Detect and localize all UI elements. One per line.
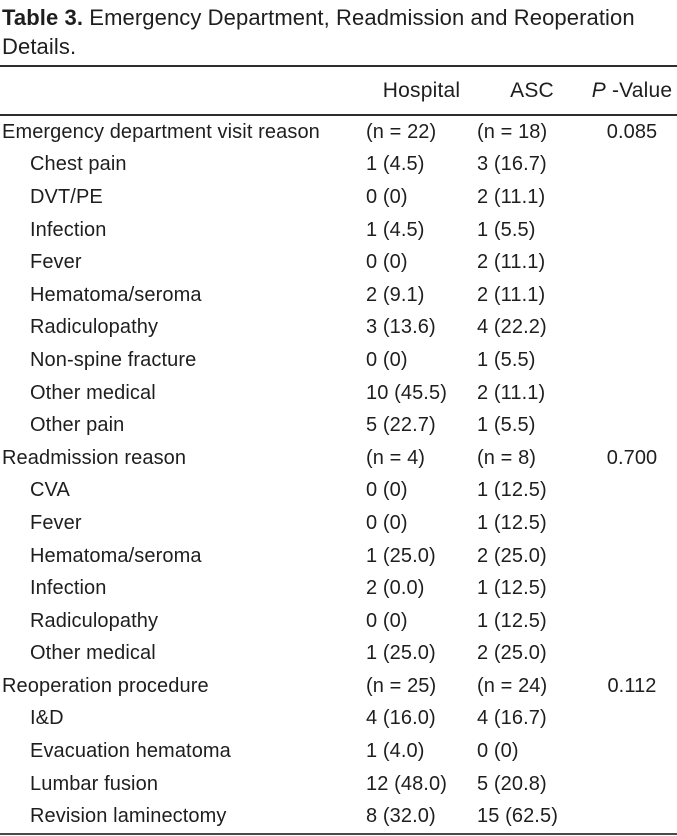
table-row — [0, 507, 677, 540]
table-row — [0, 279, 677, 312]
row-label: Evacuation hematoma — [30, 740, 231, 763]
asc-cell: (n = 8) — [477, 446, 537, 469]
row-label: DVT/PE — [30, 185, 103, 208]
row-label: Infection — [30, 218, 107, 241]
row-label: Chest pain — [30, 153, 127, 176]
row-label: Other pain — [30, 414, 125, 437]
table-row — [0, 670, 677, 703]
row-label: Revision laminectomy — [30, 805, 227, 828]
p-value-cell: 0.700 — [606, 446, 658, 469]
table-row — [0, 800, 677, 834]
table-number: Table 3. — [2, 5, 84, 30]
hospital-cell: 1 (4.5) — [366, 153, 425, 176]
asc-cell: (n = 24) — [477, 674, 548, 697]
hospital-cell: 8 (32.0) — [366, 805, 436, 828]
asc-cell: 2 (25.0) — [477, 544, 547, 567]
row-label: Readmission reason — [2, 446, 187, 469]
asc-cell: 5 (20.8) — [477, 772, 547, 795]
p-value-cell — [587, 475, 677, 508]
hospital-cell: 0 (0) — [366, 511, 408, 534]
asc-cell: 0 (0) — [477, 740, 519, 763]
p-value-cell — [587, 703, 677, 736]
row-label: Non-spine fracture — [30, 348, 197, 371]
p-value-header-rest: -Value — [611, 78, 673, 102]
hospital-cell: 3 (13.6) — [366, 316, 436, 339]
hospital-cell: 1 (25.0) — [366, 544, 436, 567]
hospital-cell: 0 (0) — [366, 251, 408, 274]
p-value-cell — [587, 214, 677, 247]
p-value-cell — [587, 800, 677, 834]
table-row — [0, 214, 677, 247]
table-row — [0, 442, 677, 475]
p-value-cell — [587, 149, 677, 182]
table-row — [0, 409, 677, 442]
table-body — [0, 115, 677, 834]
asc-cell: 2 (11.1) — [477, 381, 546, 404]
table-row — [0, 312, 677, 345]
table-row — [0, 638, 677, 671]
asc-cell: 1 (12.5) — [477, 609, 547, 632]
asc-cell: 1 (12.5) — [477, 577, 547, 600]
table-row — [0, 768, 677, 801]
p-value-cell — [587, 377, 677, 410]
row-label: Fever — [30, 251, 82, 274]
row-label: Other medical — [30, 642, 156, 665]
asc-cell: 15 (62.5) — [477, 805, 558, 828]
p-value-cell — [587, 312, 677, 345]
asc-cell: 2 (11.1) — [477, 251, 546, 274]
p-value-cell — [587, 572, 677, 605]
asc-cell: 1 (12.5) — [477, 479, 547, 502]
p-value-cell — [587, 279, 677, 312]
table-row — [0, 149, 677, 182]
hospital-cell: 4 (16.0) — [366, 707, 436, 730]
table-caption — [0, 0, 677, 61]
hospital-cell: 10 (45.5) — [366, 381, 447, 404]
table-row — [0, 540, 677, 573]
asc-cell: 3 (16.7) — [477, 153, 547, 176]
hospital-cell: 0 (0) — [366, 479, 408, 502]
row-label: Fever — [30, 511, 82, 534]
asc-cell: 2 (25.0) — [477, 642, 547, 665]
hospital-cell: (n = 4) — [366, 446, 426, 469]
p-value-cell — [587, 605, 677, 638]
table-row — [0, 605, 677, 638]
row-label: Other medical — [30, 381, 156, 404]
hospital-cell: (n = 22) — [366, 120, 437, 143]
table-row — [0, 475, 677, 508]
hospital-cell: 0 (0) — [366, 185, 408, 208]
p-value-cell — [587, 181, 677, 214]
asc-cell: 1 (12.5) — [477, 511, 547, 534]
col-header-hospital: Hospital — [366, 66, 477, 115]
table-header-row — [0, 66, 677, 115]
asc-cell: 1 (5.5) — [477, 414, 536, 437]
table-row — [0, 735, 677, 768]
row-label: I&D — [30, 707, 64, 730]
asc-cell: 1 (5.5) — [477, 218, 536, 241]
hospital-cell: 0 (0) — [366, 609, 408, 632]
row-label: Infection — [30, 577, 107, 600]
table-row — [0, 703, 677, 736]
p-value-cell: 0.112 — [607, 674, 657, 697]
table-row — [0, 246, 677, 279]
hospital-cell: 1 (4.5) — [366, 218, 425, 241]
table-row — [0, 377, 677, 410]
p-value-cell — [587, 507, 677, 540]
p-value-cell — [587, 540, 677, 573]
col-header-empty — [0, 66, 366, 115]
row-label: Emergency department visit reason — [2, 120, 320, 143]
hospital-cell: 1 (4.0) — [366, 740, 425, 763]
p-value-cell — [587, 768, 677, 801]
statistics-table — [0, 65, 677, 835]
col-header-pvalue — [587, 66, 677, 115]
hospital-cell: 0 (0) — [366, 348, 408, 371]
p-value-italic-p: P — [591, 78, 606, 102]
asc-cell: 4 (16.7) — [477, 707, 547, 730]
hospital-cell: 5 (22.7) — [366, 414, 436, 437]
row-label: Radiculopathy — [30, 609, 159, 632]
table-row — [0, 115, 677, 149]
row-label: Hematoma/seroma — [30, 544, 202, 567]
row-label: Hematoma/seroma — [30, 283, 202, 306]
hospital-cell: (n = 25) — [366, 674, 437, 697]
p-value-cell — [587, 638, 677, 671]
hospital-cell: 2 (9.1) — [366, 283, 425, 306]
row-label: CVA — [30, 479, 70, 502]
table-row — [0, 181, 677, 214]
table-row — [0, 572, 677, 605]
asc-cell: 2 (11.1) — [477, 185, 546, 208]
row-label: Radiculopathy — [30, 316, 159, 339]
table-row — [0, 344, 677, 377]
row-label: Lumbar fusion — [30, 772, 159, 795]
asc-cell: 4 (22.2) — [477, 316, 547, 339]
hospital-cell: 2 (0.0) — [366, 577, 425, 600]
table-title: Emergency Department, Readmission and Reoperation Details. — [2, 5, 635, 59]
p-value-cell — [587, 344, 677, 377]
asc-cell: (n = 18) — [477, 120, 548, 143]
p-value-cell — [587, 409, 677, 442]
hospital-cell: 12 (48.0) — [366, 772, 447, 795]
col-header-asc: ASC — [477, 66, 587, 115]
asc-cell: 1 (5.5) — [477, 348, 536, 371]
row-label: Reoperation procedure — [2, 674, 209, 697]
hospital-cell: 1 (25.0) — [366, 642, 436, 665]
p-value-cell: 0.085 — [606, 120, 658, 143]
p-value-cell — [587, 735, 677, 768]
asc-cell: 2 (11.1) — [477, 283, 546, 306]
p-value-cell — [587, 246, 677, 279]
